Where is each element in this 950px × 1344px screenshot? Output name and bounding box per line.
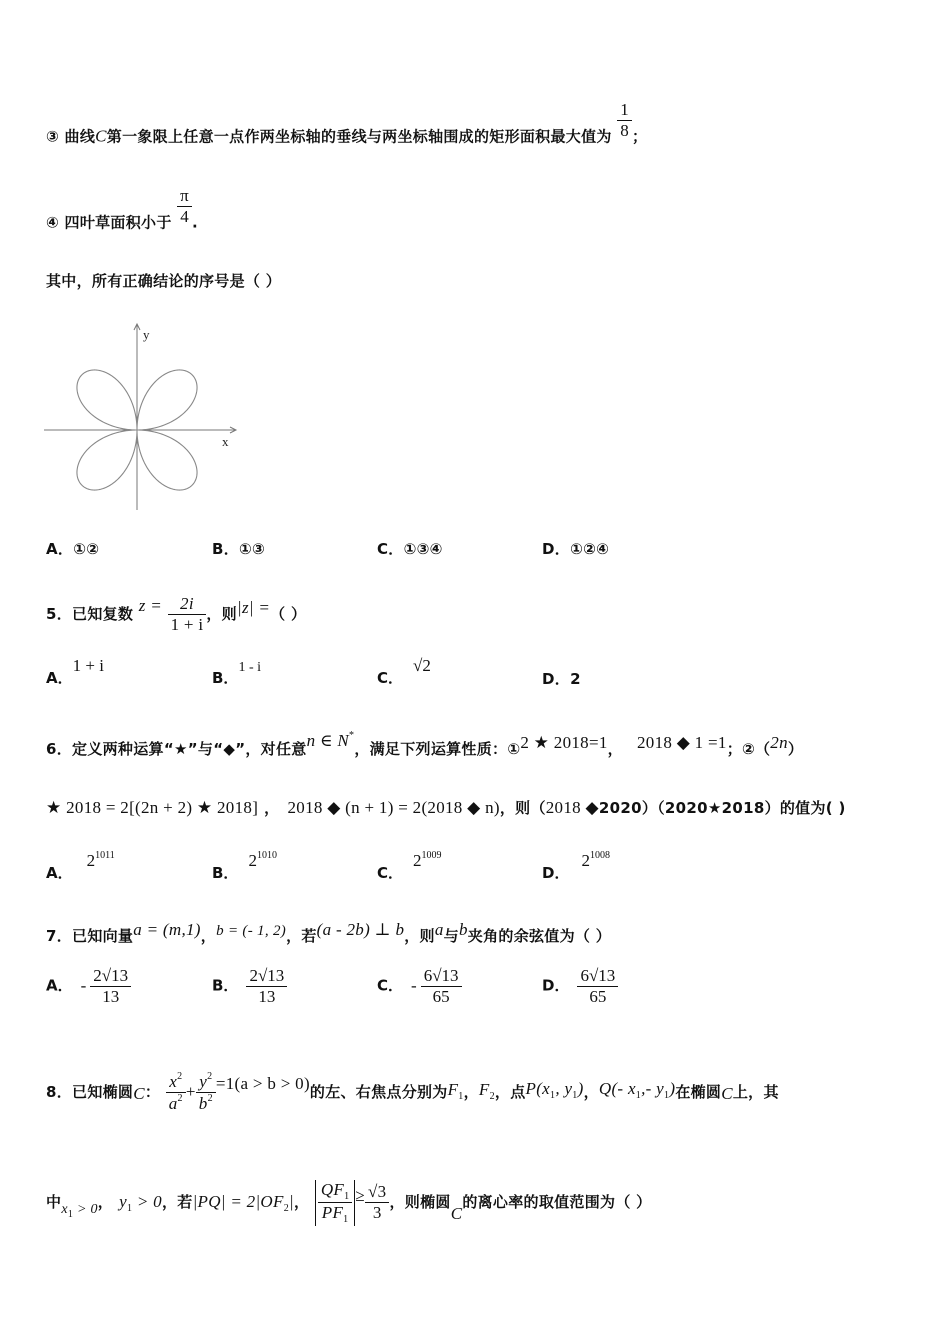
q8-x-term: $\frac{x^2}{a^2}$ (166, 1071, 186, 1113)
q4-option-a[interactable]: A．①② (46, 540, 100, 558)
point-p: $P(x_1$, $y_1$) (525, 1079, 584, 1101)
q6-option-b[interactable]: B．$2^{1010}$ (212, 850, 277, 882)
statement-4-text: ④ 四叶草面积小于 (46, 213, 172, 232)
q8-y-term: $\frac{y^2}{b^2}$ (196, 1071, 216, 1113)
q4-option-d[interactable]: D．①②④ (542, 540, 610, 558)
q5-fraction: $\frac{2i}{1 + i}$ (168, 594, 207, 634)
question-6-line-1: 6．定义两种运算“★”与“◆”，对任意n ∈ N*，满足下列运算性质：①2 ★ 2018=1， 2018 ◆ 1 =1；②（2n） (46, 730, 804, 758)
statement-4: ④ 四叶草面积小于 $\frac{\pi}{4}$ . (46, 186, 199, 232)
q6-2n: 2n (770, 733, 788, 752)
question-8-line-2: 中$x_1 > 0$， $y_1 > 0$，若$|PQ| = 2|OF_2|$， $\frac{QF_1}{PF_1}$ ≥ $\frac{√3}{3}$ ，则椭圆C的离心率的取值范围为（ ） (46, 1179, 652, 1225)
cond-x1: $x_1 > 0$ (61, 1202, 98, 1220)
q7-option-d[interactable]: D． $\frac{6√13}{65}$ (542, 966, 618, 1006)
statement-3-mid: 第一象限上任意一点作两坐标轴的垂线与两坐标轴围成的矩形面积最大值为 (106, 127, 612, 146)
fraction-pi-over-4: $\frac{\pi}{4}$ (177, 186, 192, 226)
q6-option-c[interactable]: C．$2^{1009}$ (377, 850, 442, 882)
cond-y1: $y_1 > 0$ (119, 1192, 162, 1214)
q7-vector-a: a = (m,1) (133, 920, 201, 939)
question-7: 7．已知向量a = (m,1)，b = (- 1, 2)，若(a - 2b) ⊥ b，则a与b夹角的余弦值为（ ） (46, 920, 612, 945)
q7-option-a[interactable]: A． - $\frac{2√13}{13}$ (46, 966, 131, 1006)
q5-option-c[interactable]: C．√2 (377, 656, 431, 687)
clover-svg (44, 320, 244, 510)
ratio-abs: $\frac{QF_1}{PF_1}$ (315, 1180, 356, 1226)
q4-option-c[interactable]: C．①③④ (377, 540, 443, 558)
cond-pq: $|PQ| = 2|OF_2|$ (192, 1192, 294, 1214)
q6-property-1: 2 ★ 2018=1 (520, 733, 608, 752)
q5-option-a[interactable]: A．1 + i (46, 656, 104, 687)
ellipse-c: C (133, 1084, 145, 1103)
statement-3-lead: ③ 曲线 (46, 127, 96, 146)
q6-property-3: ★ 2018 = 2[(2n + 2) ★ 2018] (46, 798, 259, 817)
q5-z: z = (138, 596, 163, 615)
q7-option-b[interactable]: B． $\frac{2√13}{13}$ (212, 966, 287, 1006)
question-prompt: 其中，所有正确结论的序号是（ ） (46, 272, 282, 290)
q6-condition: n ∈ N* (306, 730, 355, 750)
q5-abs: |z| = (236, 598, 271, 617)
q4-option-b[interactable]: B．①③ (212, 540, 266, 558)
q6-option-d[interactable]: D．$2^{1008}$ (542, 850, 610, 882)
x-label: x (222, 434, 229, 449)
question-8-line-1: 8．已知椭圆C： $\frac{x^2}{a^2}$ + $\frac{y^2}{b^2}$ =1(a > b > 0)的左、右焦点分别为$F_1$，$F_2$，点$P(x_1$, $y_1$)，Q(- $x_1,-$ $y_1$)在椭圆C上，其 (46, 1071, 779, 1113)
curve-var: C (95, 126, 107, 146)
question-5: 5．已知复数 z = $\frac{2i}{1 + i}$ ，则|z| =（ ） (46, 594, 307, 634)
q7-option-c[interactable]: C． - $\frac{6√13}{65}$ (377, 966, 462, 1006)
clover-graph (44, 320, 244, 510)
fraction-sqrt3-over-3: $\frac{√3}{3}$ (365, 1182, 389, 1222)
q5-option-d[interactable]: D．2 (542, 670, 581, 688)
y-label: y (143, 327, 150, 342)
point-q: Q(- $x_1,-$ $y_1$) (598, 1079, 676, 1101)
q7-condition: (a - 2b) ⊥ b (316, 920, 405, 939)
q5-option-b[interactable]: B．1 - i (212, 660, 261, 687)
q8-eq-tail: =1(a > b > 0) (215, 1074, 310, 1093)
fraction-one-eighth: $\frac{1}{8}$ (617, 100, 632, 140)
question-6-line-2: ★ 2018 = 2[(2n + 2) ★ 2018] ， 2018 ◆ (n + 1) = 2(2018 ◆ n)，则（2018 ◆2020）（2020★2018）的值为( ) (46, 798, 846, 817)
statement-3: ③ 曲线C第一象限上任意一点作两坐标轴的垂线与两坐标轴围成的矩形面积最大值为 $\frac{1}{8}$ ； (46, 100, 648, 146)
q6-property-2: 2018 ◆ 1 =1 (636, 733, 727, 752)
q6-property-4: 2018 ◆ (n + 1) = 2(2018 ◆ n) (287, 798, 500, 817)
q6-option-a[interactable]: A．$2^{1011}$ (46, 850, 115, 882)
q7-vector-b: b = (- 1, 2) (216, 923, 287, 939)
